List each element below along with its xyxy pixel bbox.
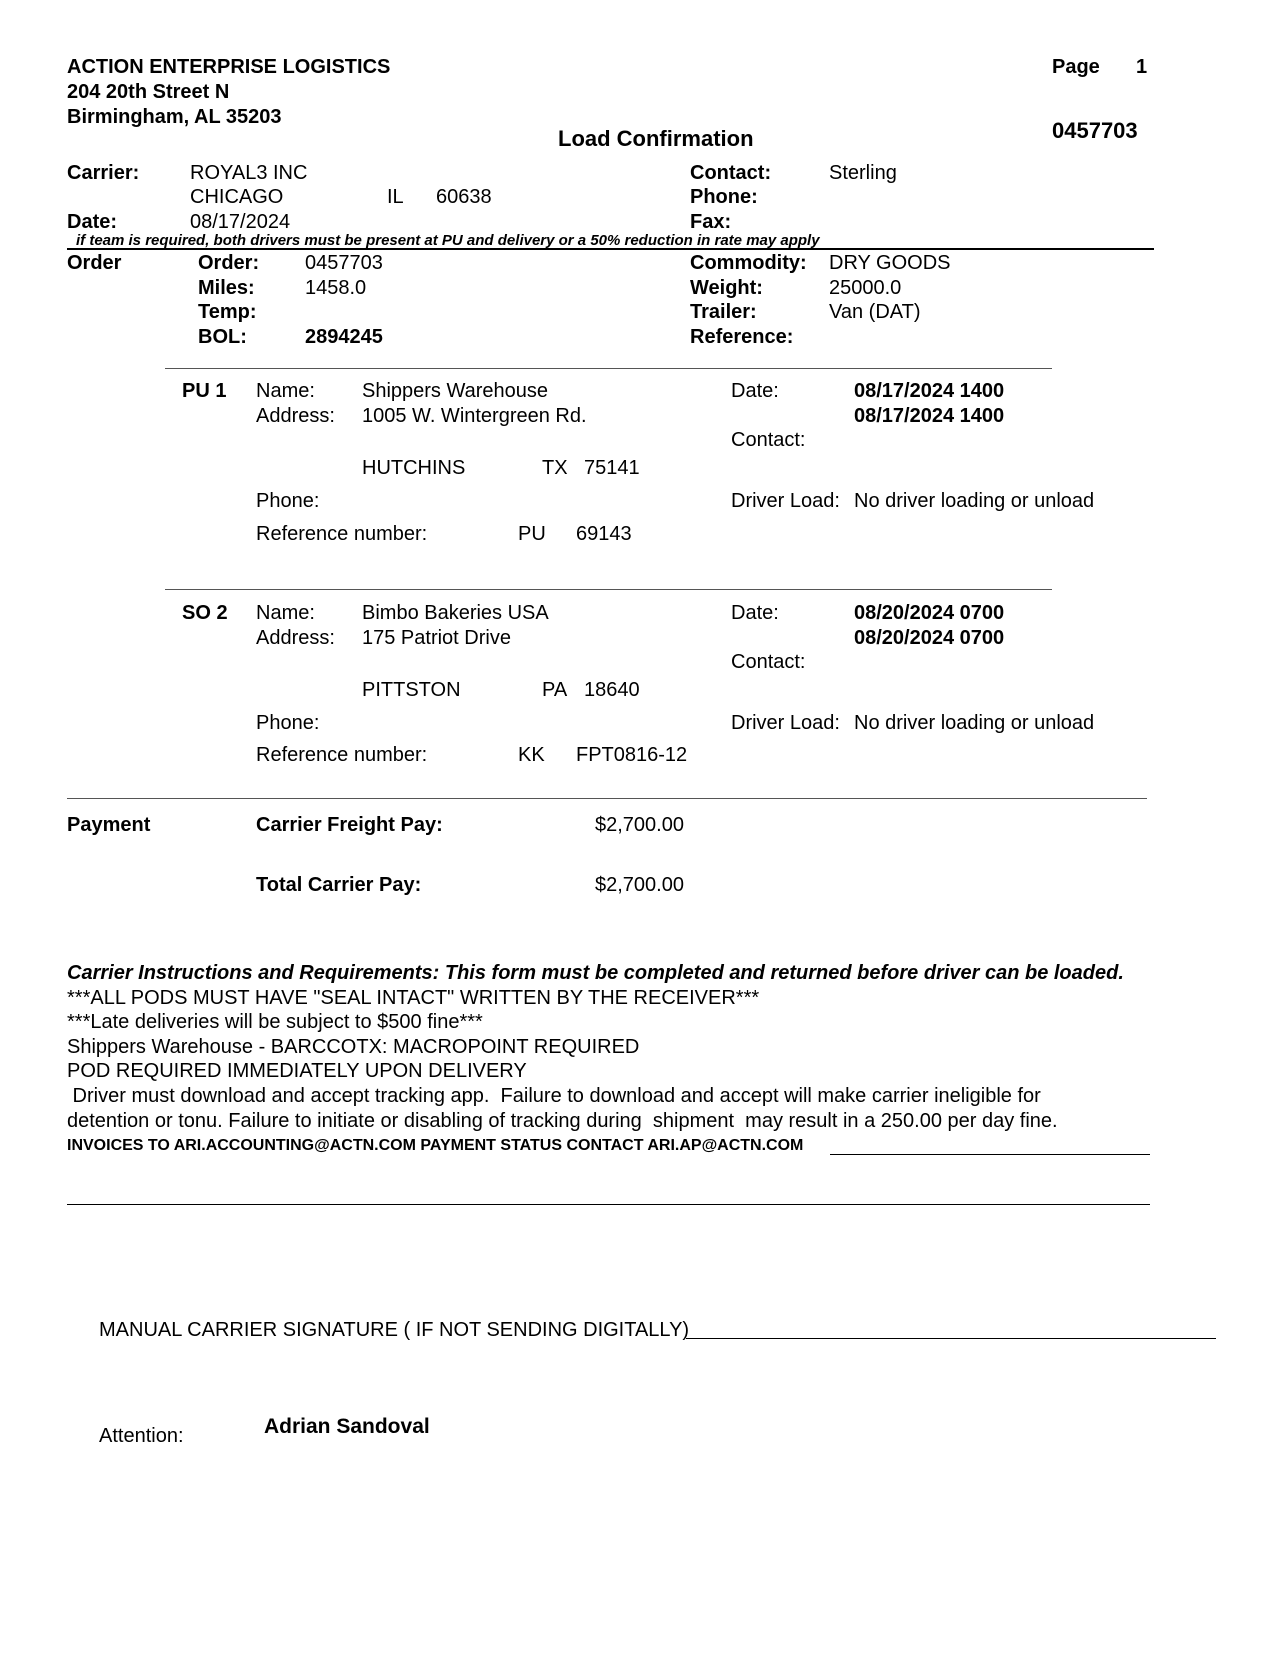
stop-date-label: Date: [731,602,779,624]
carrier-label: Carrier: [67,162,140,184]
stop-phone-label: Phone: [256,712,320,734]
stop-city: PITTSTON [362,679,461,701]
stop-zip: 75141 [584,457,640,479]
attention-name: Adrian Sandoval [264,1415,430,1438]
stop-date-2: 08/17/2024 1400 [854,405,1005,427]
bol-label: BOL: [198,326,247,348]
company-name: ACTION ENTERPRISE LOGISTICS [67,56,391,78]
order-value: 0457703 [305,252,383,274]
stop-phone-label: Phone: [256,490,320,512]
carrier-city: CHICAGO [190,186,284,208]
stop-ref-type: PU [518,523,546,545]
order-label: Order: [198,252,260,274]
payment-divider [67,798,1147,799]
stop-date-label: Date: [731,380,779,402]
freight-pay-label: Carrier Freight Pay: [256,814,443,836]
stop-date-1: 08/20/2024 0700 [854,602,1005,624]
stop-name: Bimbo Bakeries USA [362,602,549,624]
stop-divider [165,368,1052,369]
contact-label: Contact: [690,162,772,184]
stop-name-label: Name: [256,380,315,402]
carrier-name: ROYAL3 INC [190,162,308,184]
stop-address-label: Address: [256,405,335,427]
team-notice: if team is required, both drivers must be present at PU and delivery or a 50% reduction in rate may apply [76,232,820,249]
stop-ref-value: 69143 [576,523,632,545]
stop-ref-label: Reference number: [256,523,428,545]
stop-ref-label: Reference number: [256,744,428,766]
stop-driver-load-label: Driver Load: [731,490,840,512]
instruction-line: POD REQUIRED IMMEDIATELY UPON DELIVERY [67,1060,527,1082]
commodity-label: Commodity: [690,252,807,274]
instructions-heading: Carrier Instructions and Requirements: This form must be completed and returned before driver can be loaded. [67,962,1124,984]
stop-address-label: Address: [256,627,335,649]
instruction-line: detention or tonu. Failure to initiate or disabling of tracking during shipment may result in a 250.00 per day fine. [67,1110,1058,1132]
temp-label: Temp: [198,301,257,323]
instruction-line: Driver must download and accept tracking app. Failure to download and accept will make carrier ineligible for [67,1085,1041,1107]
invoices-underline [830,1154,1150,1155]
stop-driver-load: No driver loading or unload [854,490,1095,512]
freight-pay-value: $2,700.00 [595,814,684,836]
stop-address: 175 Patriot Drive [362,627,511,649]
instruction-line: ***ALL PODS MUST HAVE "SEAL INTACT" WRITTEN BY THE RECEIVER*** [67,987,760,1009]
weight-label: Weight: [690,277,763,299]
total-pay-label: Total Carrier Pay: [256,874,422,896]
document-title: Load Confirmation [558,126,754,151]
stop-contact-label: Contact: [731,651,806,673]
fax-label: Fax: [690,211,732,233]
commodity-value: DRY GOODS [829,252,951,274]
payment-section-label: Payment [67,814,151,836]
miles-value: 1458.0 [305,277,367,299]
stop-date-1: 08/17/2024 1400 [854,380,1005,402]
stop-code: SO 2 [182,602,228,624]
stop-name-label: Name: [256,602,315,624]
signature-line[interactable] [686,1338,1216,1339]
order-section-label: Order [67,252,122,274]
stop-divider [165,589,1052,590]
stop-address: 1005 W. Wintergreen Rd. [362,405,587,427]
stop-contact-label: Contact: [731,429,806,451]
company-street: 204 20th Street N [67,81,230,103]
phone-label: Phone: [690,186,758,208]
date-label: Date: [67,211,118,233]
invoices-line: INVOICES TO ARI.ACCOUNTING@ACTN.COM PAYMENT STATUS CONTACT ARI.AP@ACTN.COM [67,1137,804,1154]
page-label: Page [1052,56,1100,78]
signature-label: MANUAL CARRIER SIGNATURE ( IF NOT SENDING DIGITALLY) [99,1319,690,1341]
stop-ref-type: KK [518,744,545,766]
stop-city: HUTCHINS [362,457,466,479]
company-city: Birmingham, AL 35203 [67,106,282,128]
instruction-line: Shippers Warehouse - BARCCOTX: MACROPOINT REQUIRED [67,1036,640,1058]
trailer-label: Trailer: [690,301,757,323]
carrier-date: 08/17/2024 [190,211,291,233]
stop-code: PU 1 [182,380,227,402]
stop-ref-value: FPT0816-12 [576,744,688,766]
carrier-zip: 60638 [436,186,492,208]
total-pay-value: $2,700.00 [595,874,684,896]
instructions-end-rule [67,1204,1150,1205]
stop-state: PA [542,679,568,701]
stop-driver-load-label: Driver Load: [731,712,840,734]
team-notice-rule [67,248,1154,250]
stop-driver-load: No driver loading or unload [854,712,1095,734]
bol-value: 2894245 [305,326,383,348]
trailer-value: Van (DAT) [829,301,921,323]
stop-date-2: 08/20/2024 0700 [854,627,1005,649]
stop-state: TX [542,457,568,479]
weight-value: 25000.0 [829,277,902,299]
reference-label: Reference: [690,326,794,348]
stop-name: Shippers Warehouse [362,380,549,402]
miles-label: Miles: [198,277,255,299]
page-number: 1 [1136,56,1148,78]
stop-zip: 18640 [584,679,640,701]
instruction-line: ***Late deliveries will be subject to $500 fine*** [67,1011,483,1033]
carrier-state: IL [387,186,404,208]
contact-value: Sterling [829,162,897,184]
document-number: 0457703 [1052,118,1138,143]
attention-label: Attention: [99,1425,184,1447]
